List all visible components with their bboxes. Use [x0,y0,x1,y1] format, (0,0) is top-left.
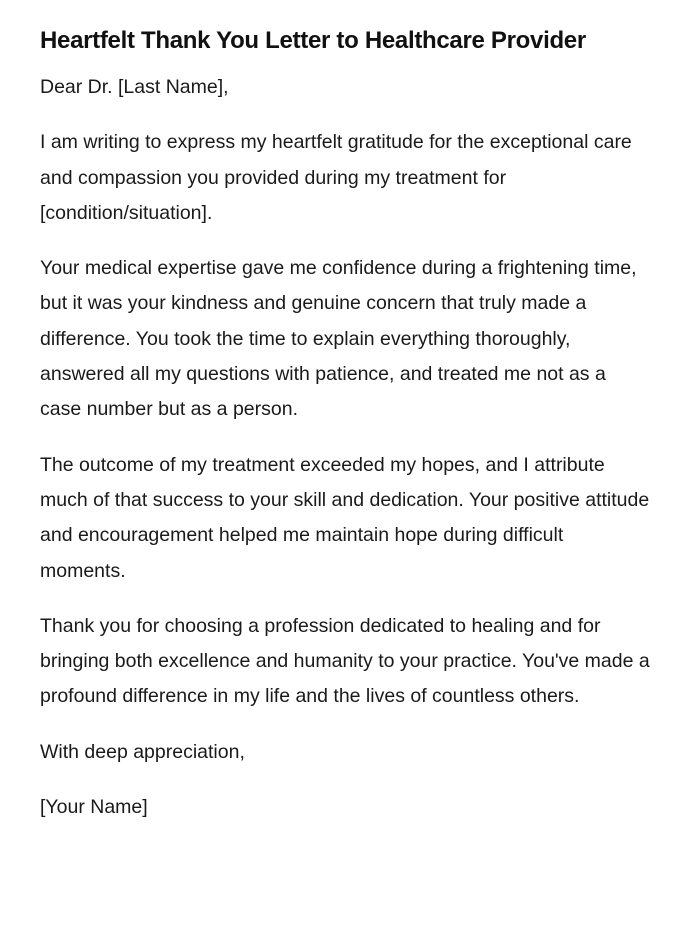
letter-paragraph-3: The outcome of my treatment exceeded my hopes, and I attribute much of that success to your skill and dedication. Your positive attitude and encouragement helped me maintain hope during difficult moments. [40,453,650,582]
letter-paragraph-4: Thank you for choosing a profession dedicated to healing and for bringing both excellence and humanity to your practice. You've made a profound difference in my life and the lives of countless others. [40,614,650,708]
letter-signature: [Your Name] [40,796,148,819]
letter-paragraph-1: I am writing to express my heartfelt gratitude for the exceptional care and compassion you provided during my treatment for [condition/situation]. [40,131,632,224]
letter-closing: With deep appreciation, [40,740,245,763]
letter-title: Heartfelt Thank You Letter to Healthcare Provider [40,27,586,54]
letter-paragraph-2: Your medical expertise gave me confidence during a frightening time, but it was your kindness and genuine concern that truly made a difference. You took the time to explain everything thoroughly, answered all my questions with patience, and treated me not as a case number but as a person. [40,257,637,421]
letter-salutation: Dear Dr. [Last Name], [40,76,229,98]
letter-document [40,26,650,825]
